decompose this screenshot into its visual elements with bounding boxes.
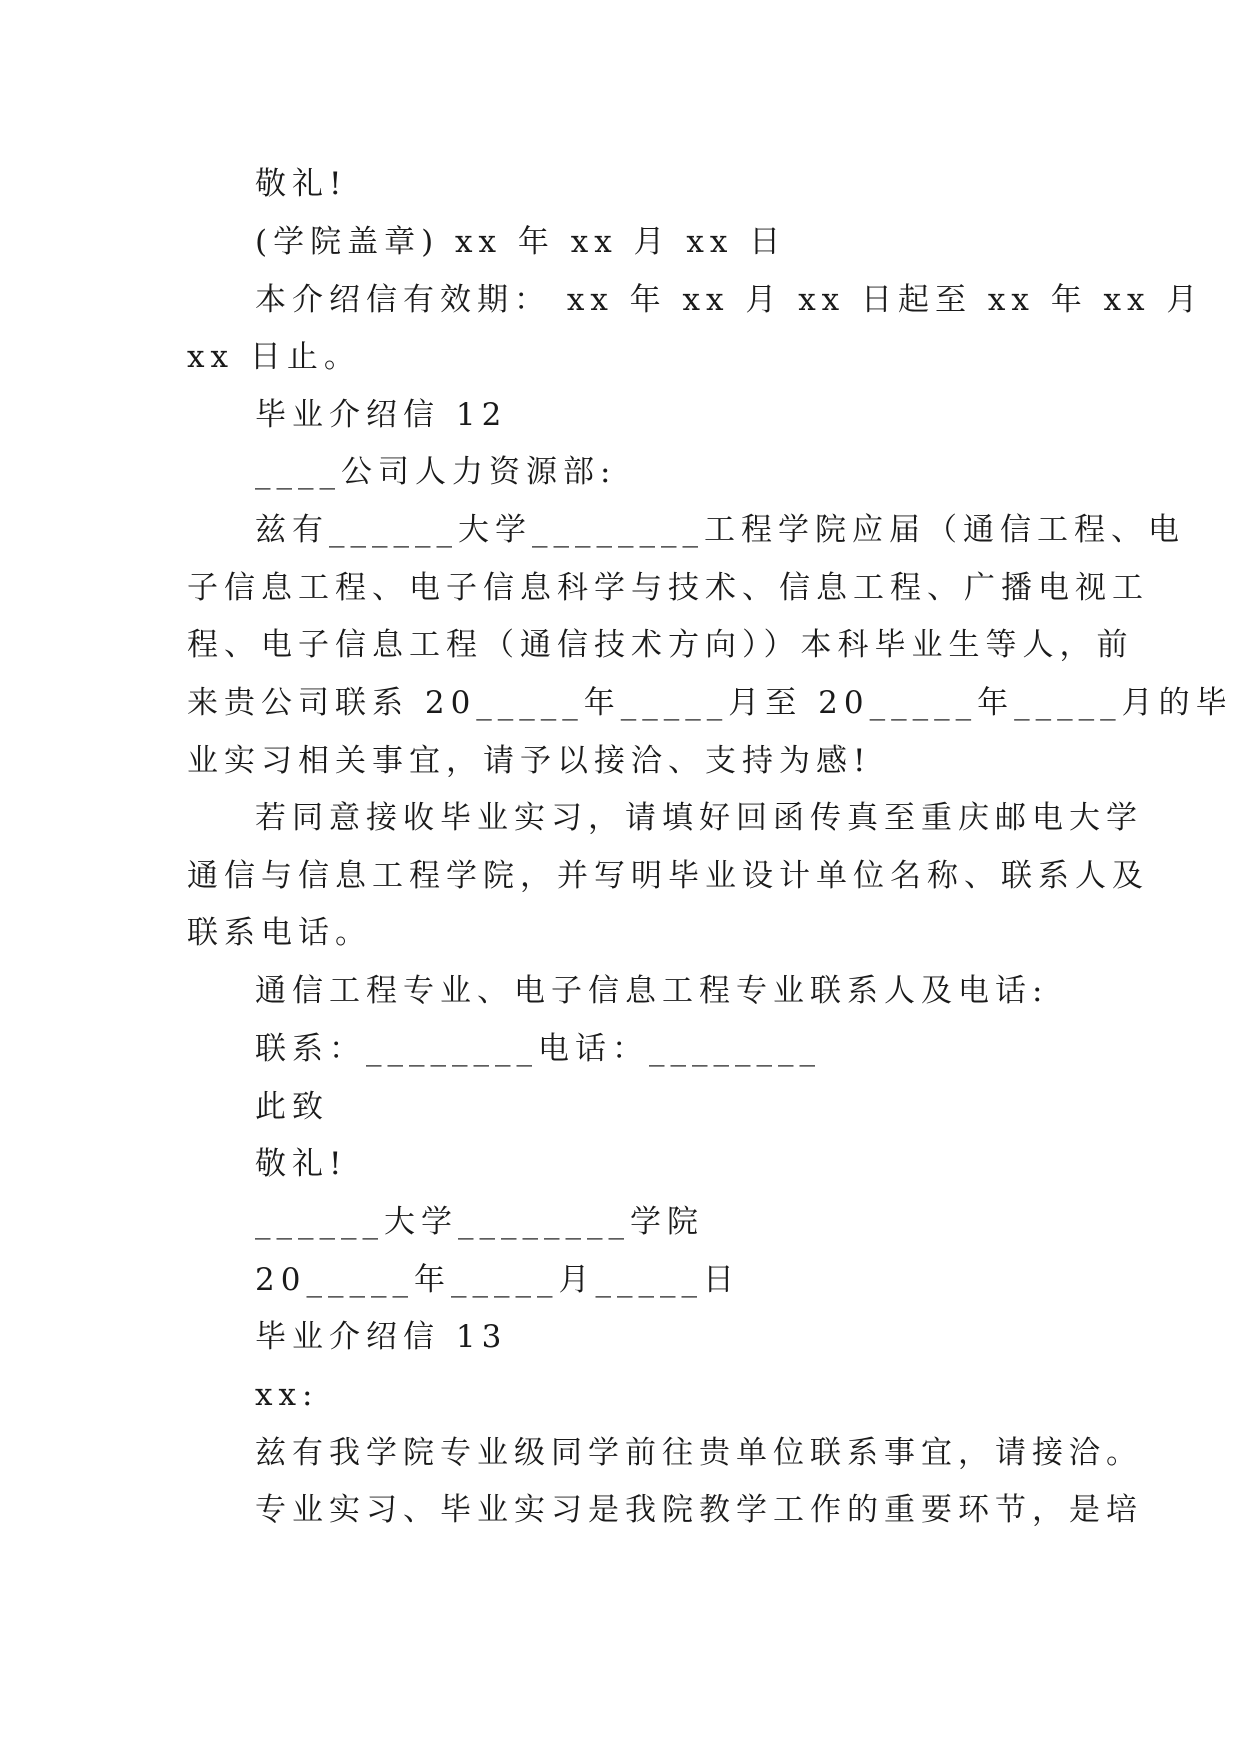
body-paragraph-line: 来贵公司联系 20_____年_____月至 20_____年_____月的毕	[187, 685, 1233, 721]
contact-fields: 联系：________电话：________	[255, 1031, 821, 1067]
letter-heading-13: 毕业介绍信 13	[255, 1319, 508, 1355]
closing-phrase: 此致	[255, 1089, 329, 1125]
body-paragraph-line: 通信与信息工程学院，并写明毕业设计单位名称、联系人及	[187, 858, 1149, 894]
body-paragraph-line: 业实习相关事宜，请予以接洽、支持为感!	[187, 743, 872, 779]
body-paragraph-line: 专业实习、毕业实习是我院教学工作的重要环节，是培	[255, 1492, 1143, 1528]
seal-and-date: (学院盖章) xx 年 xx 月 xx 日	[255, 224, 787, 260]
contact-heading: 通信工程专业、电子信息工程专业联系人及电话:	[255, 973, 1049, 1009]
letter-heading-12: 毕业介绍信 12	[255, 397, 508, 433]
body-paragraph-line: 程、电子信息工程（通信技术方向））本科毕业生等人，前	[187, 627, 1134, 663]
body-paragraph-line: 子信息工程、电子信息科学与技术、信息工程、广播电视工	[187, 570, 1149, 606]
validity-period: 本介绍信有效期： xx 年 xx 月 xx 日起至 xx 年 xx 月	[255, 282, 1204, 318]
body-paragraph-line: 若同意接收毕业实习，请填好回函传真至重庆邮电大学	[255, 800, 1143, 836]
signature-date: 20_____年_____月_____日	[255, 1262, 740, 1298]
signature-institution: ______大学________学院	[255, 1204, 704, 1240]
body-paragraph-line: 兹有我学院专业级同学前往贵单位联系事宜，请接洽。	[255, 1435, 1143, 1471]
recipient-xx: xx:	[255, 1377, 319, 1413]
validity-period-end: xx 日止。	[187, 339, 361, 375]
body-paragraph-line: 兹有______大学________工程学院应届（通信工程、电	[255, 512, 1185, 548]
body-paragraph-line: 联系电话。	[187, 915, 372, 951]
recipient-hr-department: ____公司人力资源部:	[255, 454, 617, 490]
closing-salutation: 敬礼!	[255, 166, 348, 202]
closing-salutation: 敬礼!	[255, 1146, 348, 1182]
